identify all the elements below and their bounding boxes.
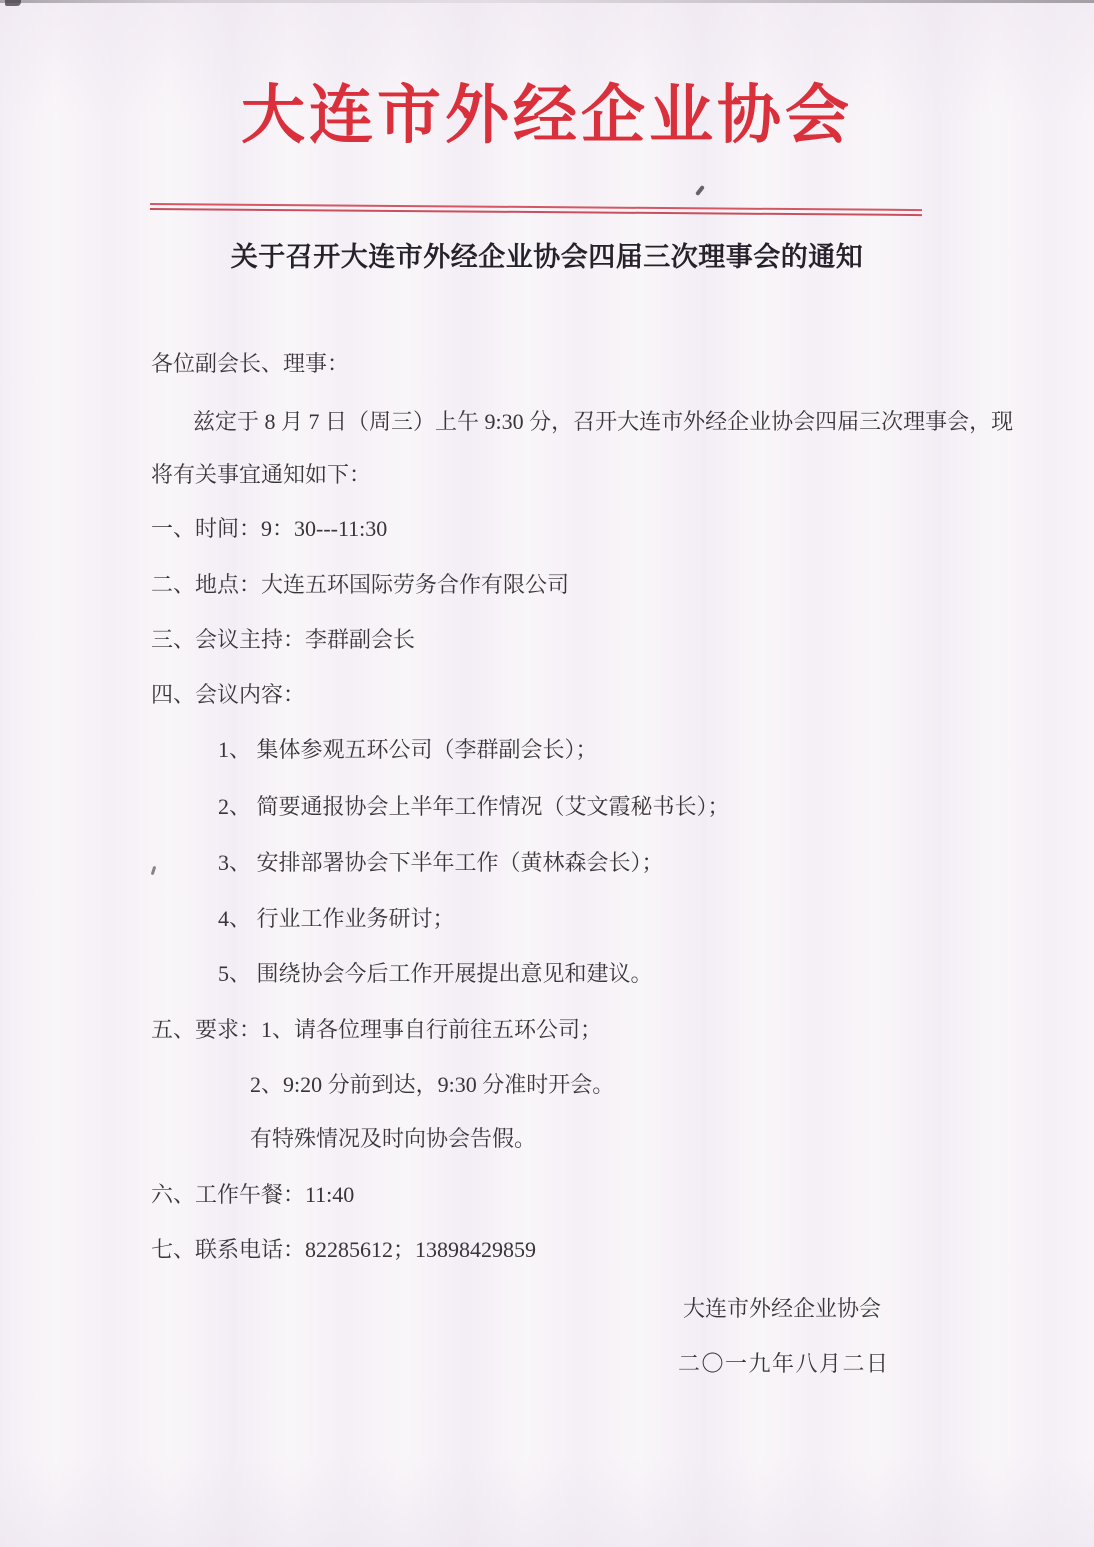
letterhead-rule xyxy=(150,203,922,216)
section-time: 一、时间：9：30---11:30 xyxy=(151,516,388,541)
signature-date: 二〇一九年八月二日 xyxy=(678,1351,890,1376)
section-content-heading: 四、会议内容： xyxy=(151,682,306,707)
agenda-item-3: 3、 安排部署协会下半年工作（黄林森会长）； xyxy=(218,850,664,875)
scan-corner-smudge-artifact xyxy=(5,0,21,6)
agenda-item-2: 2、 简要通报协会上半年工作情况（艾文霞秘书长）； xyxy=(218,794,730,819)
agenda-item-1: 1、 集体参观五环公司（李群副会长）； xyxy=(218,737,598,762)
agenda-item-5: 5、 围绕协会今后工作开展提出意见和建议。 xyxy=(218,961,653,986)
signature-org: 大连市外经企业协会 xyxy=(683,1296,882,1321)
requirement-item-2: 2、9:20 分前到达，9:30 分准时开会。 xyxy=(250,1072,615,1097)
section-location: 二、地点：大连五环国际劳务合作有限公司 xyxy=(151,572,570,597)
scan-top-edge-artifact xyxy=(0,0,1094,3)
letterhead-org-title: 大连市外经企业协会 xyxy=(241,80,853,151)
intro-line-2: 将有关事宜通知如下： xyxy=(151,462,372,487)
section-requirements-heading: 五、要求：1、请各位理事自行前往五环公司； xyxy=(151,1017,603,1042)
scan-stray-mark-artifact xyxy=(151,866,157,875)
salutation: 各位副会长、理事： xyxy=(151,351,350,376)
section-lunch: 六、工作午餐：11:40 xyxy=(151,1182,355,1207)
section-contact: 七、联系电话：82285612；13898429859 xyxy=(151,1237,537,1262)
notice-title: 关于召开大连市外经企业协会四届三次理事会的通知 xyxy=(230,242,864,272)
intro-line-1: 兹定于 8 月 7 日（周三）上午 9:30 分，召开大连市外经企业协会四届三次理事会，现 xyxy=(193,409,1014,434)
agenda-item-4: 4、 行业工作业务研讨； xyxy=(218,906,455,931)
section-host: 三、会议主持：李群副会长 xyxy=(151,627,416,652)
scan-tick-artifact xyxy=(695,185,705,196)
requirement-note: 有特殊情况及时向协会告假。 xyxy=(250,1126,537,1151)
